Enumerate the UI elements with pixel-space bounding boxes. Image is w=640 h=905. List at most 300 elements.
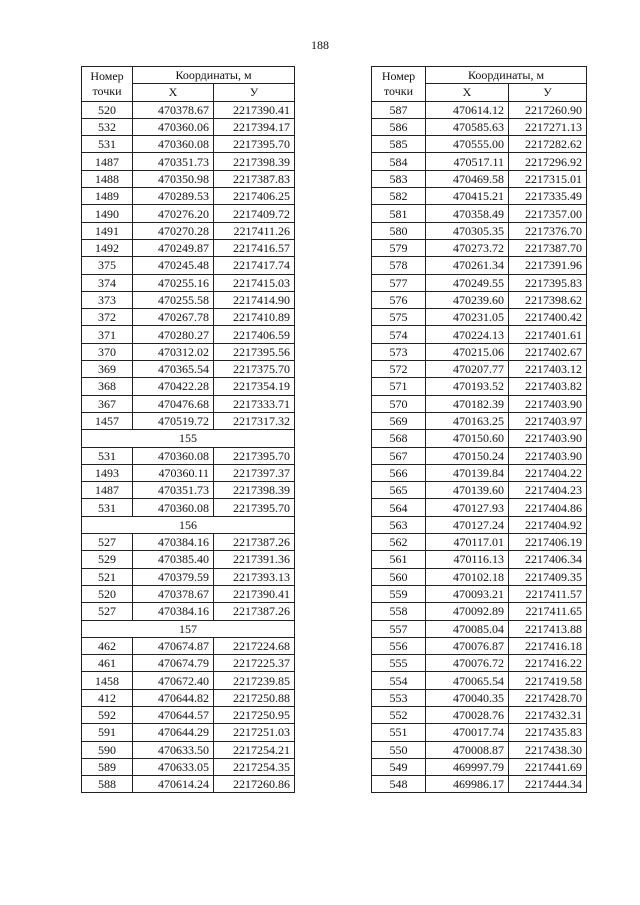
- x-coordinate-cell: 470674.79: [133, 655, 214, 672]
- x-coordinate-cell: 470102.18: [426, 568, 509, 585]
- table-row: [82, 309, 295, 326]
- x-coordinate-cell: 470076.87: [426, 637, 509, 654]
- y-coordinate-cell: 2217251.03: [214, 724, 295, 741]
- point-number-cell: 585: [372, 136, 426, 153]
- table-row: [372, 326, 587, 343]
- x-coordinate-cell: 470614.24: [133, 776, 214, 793]
- y-coordinate-cell: 2217410.89: [214, 309, 295, 326]
- x-coordinate-cell: 470358.49: [426, 205, 509, 222]
- point-number-cell: 555: [372, 655, 426, 672]
- table-row: [82, 689, 295, 706]
- table-row: [372, 620, 587, 637]
- x-header: X: [133, 84, 214, 101]
- y-coordinate-cell: 2217395.83: [509, 274, 587, 291]
- table-row: [82, 257, 295, 274]
- x-coordinate-cell: 470633.05: [133, 758, 214, 775]
- x-coordinate-cell: 470239.60: [426, 291, 509, 308]
- table-row: [372, 741, 587, 758]
- y-coordinate-cell: 2217397.37: [214, 464, 295, 481]
- x-coordinate-cell: 470065.54: [426, 672, 509, 689]
- x-coordinate-cell: 470150.24: [426, 447, 509, 464]
- table-row: [372, 395, 587, 412]
- point-number-cell: 371: [82, 326, 133, 343]
- x-coordinate-cell: 470312.02: [133, 343, 214, 360]
- point-number-cell: 579: [372, 239, 426, 256]
- y-coordinate-cell: 2217415.03: [214, 274, 295, 291]
- y-coordinate-cell: 2217376.70: [509, 222, 587, 239]
- point-number-cell: 562: [372, 534, 426, 551]
- x-coordinate-cell: 470360.08: [133, 447, 214, 464]
- point-number-cell: 586: [372, 118, 426, 135]
- table-row: [372, 776, 587, 793]
- x-coordinate-cell: 470028.76: [426, 706, 509, 723]
- point-number-cell: 520: [82, 585, 133, 602]
- table-row: [82, 326, 295, 343]
- table-row: [82, 170, 295, 187]
- point-number-cell: 1487: [82, 153, 133, 170]
- page-number: 188: [311, 38, 329, 52]
- x-coordinate-cell: 469997.79: [426, 758, 509, 775]
- point-number-cell: 563: [372, 516, 426, 533]
- x-coordinate-cell: 470215.06: [426, 343, 509, 360]
- point-number-cell: 571: [372, 378, 426, 395]
- point-number-cell: 1487: [82, 482, 133, 499]
- x-coordinate-cell: 470163.25: [426, 412, 509, 429]
- y-coordinate-cell: 2217375.70: [214, 361, 295, 378]
- y-coordinate-cell: 2217387.70: [509, 239, 587, 256]
- y-coordinate-cell: 2217239.85: [214, 672, 295, 689]
- point-number-cell: 554: [372, 672, 426, 689]
- x-coordinate-cell: 470276.20: [133, 205, 214, 222]
- point-number-cell: 573: [372, 343, 426, 360]
- y-header: У: [214, 84, 295, 101]
- x-coordinate-cell: 470384.16: [133, 534, 214, 551]
- point-number-cell: 531: [82, 136, 133, 153]
- y-coordinate-cell: 2217403.97: [509, 412, 587, 429]
- y-coordinate-cell: 2217414.90: [214, 291, 295, 308]
- table-row: [82, 776, 295, 793]
- table-row: [82, 499, 295, 516]
- table-row: [82, 706, 295, 723]
- group-header-row: [82, 620, 295, 637]
- table-row: [372, 534, 587, 551]
- point-number-cell: 578: [372, 257, 426, 274]
- y-coordinate-cell: 2217260.86: [214, 776, 295, 793]
- x-coordinate-cell: 470040.35: [426, 689, 509, 706]
- table-row: [82, 136, 295, 153]
- point-number-cell: 369: [82, 361, 133, 378]
- y-coordinate-cell: 2217404.23: [509, 482, 587, 499]
- y-coordinate-cell: 2217354.19: [214, 378, 295, 395]
- y-coordinate-cell: 2217411.26: [214, 222, 295, 239]
- x-coordinate-cell: 470384.16: [133, 603, 214, 620]
- x-coordinate-cell: 470644.29: [133, 724, 214, 741]
- y-coordinate-cell: 2217403.90: [509, 430, 587, 447]
- table-row: [82, 118, 295, 135]
- y-coordinate-cell: 2217394.17: [214, 118, 295, 135]
- coordinates-table-right: [371, 66, 587, 793]
- table-row: [372, 637, 587, 654]
- x-coordinate-cell: 470672.40: [133, 672, 214, 689]
- x-coordinate-cell: 470273.72: [426, 239, 509, 256]
- table-row: [372, 482, 587, 499]
- y-coordinate-cell: 2217393.13: [214, 568, 295, 585]
- x-coordinate-cell: 470385.40: [133, 551, 214, 568]
- point-number-cell: 581: [372, 205, 426, 222]
- table-row: [82, 758, 295, 775]
- x-coordinate-cell: 470245.48: [133, 257, 214, 274]
- y-coordinate-cell: 2217411.57: [509, 585, 587, 602]
- table-row: [372, 758, 587, 775]
- table-row: [82, 672, 295, 689]
- point-number-cell: 531: [82, 499, 133, 516]
- table-row: [82, 447, 295, 464]
- point-number-cell: 592: [82, 706, 133, 723]
- point-number-header: [372, 67, 426, 102]
- table-row: [372, 343, 587, 360]
- point-number-cell: 584: [372, 153, 426, 170]
- table-row: [82, 101, 295, 118]
- table-row: [82, 603, 295, 620]
- x-coordinate-cell: 470476.68: [133, 395, 214, 412]
- point-number-cell: 582: [372, 188, 426, 205]
- table-row: [82, 741, 295, 758]
- x-coordinate-cell: 470182.39: [426, 395, 509, 412]
- x-coordinate-cell: 470249.55: [426, 274, 509, 291]
- y-coordinate-cell: 2217409.72: [214, 205, 295, 222]
- x-coordinate-cell: 470633.50: [133, 741, 214, 758]
- table-row: [372, 118, 587, 135]
- y-coordinate-cell: 2217315.01: [509, 170, 587, 187]
- y-coordinate-cell: 2217398.62: [509, 291, 587, 308]
- point-number-cell: 532: [82, 118, 133, 135]
- point-number-cell: 560: [372, 568, 426, 585]
- y-coordinate-cell: 2217406.59: [214, 326, 295, 343]
- point-number-cell: 1458: [82, 672, 133, 689]
- x-coordinate-cell: 470422.28: [133, 378, 214, 395]
- table-row: [372, 136, 587, 153]
- point-number-cell: 577: [372, 274, 426, 291]
- y-coordinate-cell: 2217438.30: [509, 741, 587, 758]
- table-row: [82, 412, 295, 429]
- point-number-cell: 1489: [82, 188, 133, 205]
- x-coordinate-cell: 470249.87: [133, 239, 214, 256]
- x-coordinate-cell: 470365.54: [133, 361, 214, 378]
- x-coordinate-cell: 470469.58: [426, 170, 509, 187]
- y-coordinate-cell: 2217416.22: [509, 655, 587, 672]
- group-number: 156: [82, 516, 295, 533]
- x-coordinate-cell: 470127.24: [426, 516, 509, 533]
- table-row: [82, 188, 295, 205]
- point-number-cell: 367: [82, 395, 133, 412]
- table-row: [372, 257, 587, 274]
- y-coordinate-cell: 2217402.67: [509, 343, 587, 360]
- table-row: [82, 361, 295, 378]
- y-coordinate-cell: 2217250.95: [214, 706, 295, 723]
- x-coordinate-cell: 470351.73: [133, 482, 214, 499]
- table-row: [372, 170, 587, 187]
- table-row: [82, 464, 295, 481]
- point-number-cell: 527: [82, 603, 133, 620]
- y-coordinate-cell: 2217435.83: [509, 724, 587, 741]
- point-number-cell: 588: [82, 776, 133, 793]
- table-row: [372, 205, 587, 222]
- y-coordinate-cell: 2217416.57: [214, 239, 295, 256]
- x-coordinate-cell: 470415.21: [426, 188, 509, 205]
- point-number-cell: 590: [82, 741, 133, 758]
- point-number-cell: 372: [82, 309, 133, 326]
- table-row: [372, 464, 587, 481]
- y-coordinate-cell: 2217413.88: [509, 620, 587, 637]
- point-number-cell: 1457: [82, 412, 133, 429]
- x-coordinate-cell: 470076.72: [426, 655, 509, 672]
- point-number-cell: 1491: [82, 222, 133, 239]
- table-row: [372, 689, 587, 706]
- point-number-header-line1: Номер: [381, 68, 416, 83]
- x-coordinate-cell: 470150.60: [426, 430, 509, 447]
- table-row: [372, 706, 587, 723]
- y-coordinate-cell: 2217406.34: [509, 551, 587, 568]
- table-row: [372, 188, 587, 205]
- table-row: [82, 222, 295, 239]
- x-coordinate-cell: 470305.35: [426, 222, 509, 239]
- point-number-cell: 462: [82, 637, 133, 654]
- table-row: [372, 412, 587, 429]
- table-header-row: [82, 67, 295, 84]
- point-number-cell: 575: [372, 309, 426, 326]
- table-row: [372, 499, 587, 516]
- table-row: [372, 291, 587, 308]
- table-row: [82, 343, 295, 360]
- x-coordinate-cell: 470139.84: [426, 464, 509, 481]
- point-number-header-line1: Номер: [90, 68, 124, 83]
- coordinates-header: Координаты, м: [133, 67, 295, 84]
- point-number-cell: 559: [372, 585, 426, 602]
- x-coordinate-cell: 470139.60: [426, 482, 509, 499]
- table-row: [372, 274, 587, 291]
- point-number-cell: 374: [82, 274, 133, 291]
- x-coordinate-cell: 470207.77: [426, 361, 509, 378]
- point-number-cell: 558: [372, 603, 426, 620]
- x-coordinate-cell: 470017.74: [426, 724, 509, 741]
- table-row: [82, 395, 295, 412]
- point-number-cell: 556: [372, 637, 426, 654]
- table-row: [372, 724, 587, 741]
- y-coordinate-cell: 2217254.21: [214, 741, 295, 758]
- y-coordinate-cell: 2217409.35: [509, 568, 587, 585]
- point-number-cell: 567: [372, 447, 426, 464]
- y-coordinate-cell: 2217419.58: [509, 672, 587, 689]
- point-number-cell: 1492: [82, 239, 133, 256]
- x-coordinate-cell: 470267.78: [133, 309, 214, 326]
- table-row: [82, 551, 295, 568]
- table-row: [372, 603, 587, 620]
- x-coordinate-cell: 470360.11: [133, 464, 214, 481]
- table-row: [372, 430, 587, 447]
- point-number-cell: 529: [82, 551, 133, 568]
- y-coordinate-cell: 2217444.34: [509, 776, 587, 793]
- point-number-header: [82, 67, 133, 102]
- x-coordinate-cell: 470379.59: [133, 568, 214, 585]
- y-coordinate-cell: 2217317.32: [214, 412, 295, 429]
- point-number-header-line2: точки: [383, 83, 414, 98]
- group-header-row: [82, 430, 295, 447]
- x-coordinate-cell: 470674.87: [133, 637, 214, 654]
- y-coordinate-cell: 2217398.39: [214, 153, 295, 170]
- x-coordinate-cell: 470008.87: [426, 741, 509, 758]
- table-row: [372, 361, 587, 378]
- y-coordinate-cell: 2217387.83: [214, 170, 295, 187]
- table-header-row: [372, 67, 587, 84]
- point-number-cell: 550: [372, 741, 426, 758]
- table-row: [82, 291, 295, 308]
- y-coordinate-cell: 2217395.70: [214, 136, 295, 153]
- y-coordinate-cell: 2217416.18: [509, 637, 587, 654]
- point-number-cell: 576: [372, 291, 426, 308]
- y-coordinate-cell: 2217357.00: [509, 205, 587, 222]
- x-coordinate-cell: 470224.13: [426, 326, 509, 343]
- group-header-row: [82, 516, 295, 533]
- x-coordinate-cell: 470360.08: [133, 499, 214, 516]
- x-coordinate-cell: 470255.16: [133, 274, 214, 291]
- table-row: [372, 568, 587, 585]
- y-coordinate-cell: 2217296.92: [509, 153, 587, 170]
- y-coordinate-cell: 2217404.92: [509, 516, 587, 533]
- point-number-header-line2: точки: [92, 83, 122, 98]
- y-coordinate-cell: 2217404.86: [509, 499, 587, 516]
- table-row: [82, 274, 295, 291]
- x-coordinate-cell: 470555.00: [426, 136, 509, 153]
- point-number-cell: 375: [82, 257, 133, 274]
- x-coordinate-cell: 470193.52: [426, 378, 509, 395]
- y-coordinate-cell: 2217398.39: [214, 482, 295, 499]
- y-coordinate-cell: 2217390.41: [214, 585, 295, 602]
- point-number-cell: 564: [372, 499, 426, 516]
- y-coordinate-cell: 2217271.13: [509, 118, 587, 135]
- point-number-cell: 591: [82, 724, 133, 741]
- x-coordinate-cell: 470117.01: [426, 534, 509, 551]
- point-number-cell: 1488: [82, 170, 133, 187]
- x-coordinate-cell: 470378.67: [133, 585, 214, 602]
- point-number-cell: 548: [372, 776, 426, 793]
- group-number: 155: [82, 430, 295, 447]
- y-coordinate-cell: 2217403.90: [509, 447, 587, 464]
- table-row: [372, 153, 587, 170]
- x-coordinate-cell: 470116.13: [426, 551, 509, 568]
- table-row: [372, 378, 587, 395]
- x-coordinate-cell: 470127.93: [426, 499, 509, 516]
- x-coordinate-cell: 470255.58: [133, 291, 214, 308]
- y-coordinate-cell: 2217406.19: [509, 534, 587, 551]
- point-number-cell: 570: [372, 395, 426, 412]
- point-number-cell: 565: [372, 482, 426, 499]
- point-number-cell: 566: [372, 464, 426, 481]
- x-coordinate-cell: 470350.98: [133, 170, 214, 187]
- y-coordinate-cell: 2217395.56: [214, 343, 295, 360]
- table-row: [82, 655, 295, 672]
- x-coordinate-cell: 469986.17: [426, 776, 509, 793]
- point-number-cell: 551: [372, 724, 426, 741]
- x-coordinate-cell: 470289.53: [133, 188, 214, 205]
- y-coordinate-cell: 2217225.37: [214, 655, 295, 672]
- x-coordinate-cell: 470085.04: [426, 620, 509, 637]
- point-number-cell: 572: [372, 361, 426, 378]
- point-number-cell: 587: [372, 101, 426, 118]
- y-coordinate-cell: 2217224.68: [214, 637, 295, 654]
- y-coordinate-cell: 2217390.41: [214, 101, 295, 118]
- y-coordinate-cell: 2217428.70: [509, 689, 587, 706]
- table-row: [82, 637, 295, 654]
- x-coordinate-cell: 470585.63: [426, 118, 509, 135]
- table-row: [372, 655, 587, 672]
- y-coordinate-cell: 2217395.70: [214, 499, 295, 516]
- point-number-cell: 569: [372, 412, 426, 429]
- y-coordinate-cell: 2217335.49: [509, 188, 587, 205]
- table-row: [372, 672, 587, 689]
- x-coordinate-cell: 470517.11: [426, 153, 509, 170]
- table-row: [82, 534, 295, 551]
- point-number-cell: 568: [372, 430, 426, 447]
- y-coordinate-cell: 2217387.26: [214, 534, 295, 551]
- y-coordinate-cell: 2217250.88: [214, 689, 295, 706]
- y-coordinate-cell: 2217333.71: [214, 395, 295, 412]
- y-coordinate-cell: 2217391.96: [509, 257, 587, 274]
- point-number-cell: 1493: [82, 464, 133, 481]
- point-number-cell: 580: [372, 222, 426, 239]
- table-row: [82, 153, 295, 170]
- table-row: [82, 568, 295, 585]
- y-coordinate-cell: 2217411.65: [509, 603, 587, 620]
- y-coordinate-cell: 2217403.82: [509, 378, 587, 395]
- table-row: [82, 239, 295, 256]
- table-row: [372, 309, 587, 326]
- y-coordinate-cell: 2217403.90: [509, 395, 587, 412]
- x-coordinate-cell: 470360.08: [133, 136, 214, 153]
- table-row: [82, 585, 295, 602]
- table-row: [372, 222, 587, 239]
- point-number-cell: 368: [82, 378, 133, 395]
- point-number-cell: 412: [82, 689, 133, 706]
- x-coordinate-cell: 470093.21: [426, 585, 509, 602]
- y-coordinate-cell: 2217432.31: [509, 706, 587, 723]
- y-coordinate-cell: 2217400.42: [509, 309, 587, 326]
- group-number: 157: [82, 620, 295, 637]
- x-coordinate-cell: 470231.05: [426, 309, 509, 326]
- point-number-cell: 520: [82, 101, 133, 118]
- point-number-cell: 574: [372, 326, 426, 343]
- y-coordinate-cell: 2217403.12: [509, 361, 587, 378]
- y-coordinate-cell: 2217401.61: [509, 326, 587, 343]
- point-number-cell: 373: [82, 291, 133, 308]
- x-coordinate-cell: 470261.34: [426, 257, 509, 274]
- point-number-cell: 370: [82, 343, 133, 360]
- y-coordinate-cell: 2217441.69: [509, 758, 587, 775]
- point-number-cell: 583: [372, 170, 426, 187]
- coordinates-table-left: [81, 66, 295, 793]
- x-coordinate-cell: 470378.67: [133, 101, 214, 118]
- x-coordinate-cell: 470360.06: [133, 118, 214, 135]
- x-coordinate-cell: 470644.82: [133, 689, 214, 706]
- point-number-cell: 552: [372, 706, 426, 723]
- x-coordinate-cell: 470270.28: [133, 222, 214, 239]
- y-coordinate-cell: 2217260.90: [509, 101, 587, 118]
- x-coordinate-cell: 470092.89: [426, 603, 509, 620]
- table-row: [372, 585, 587, 602]
- point-number-cell: 557: [372, 620, 426, 637]
- table-row: [82, 205, 295, 222]
- point-number-cell: 549: [372, 758, 426, 775]
- x-coordinate-cell: 470519.72: [133, 412, 214, 429]
